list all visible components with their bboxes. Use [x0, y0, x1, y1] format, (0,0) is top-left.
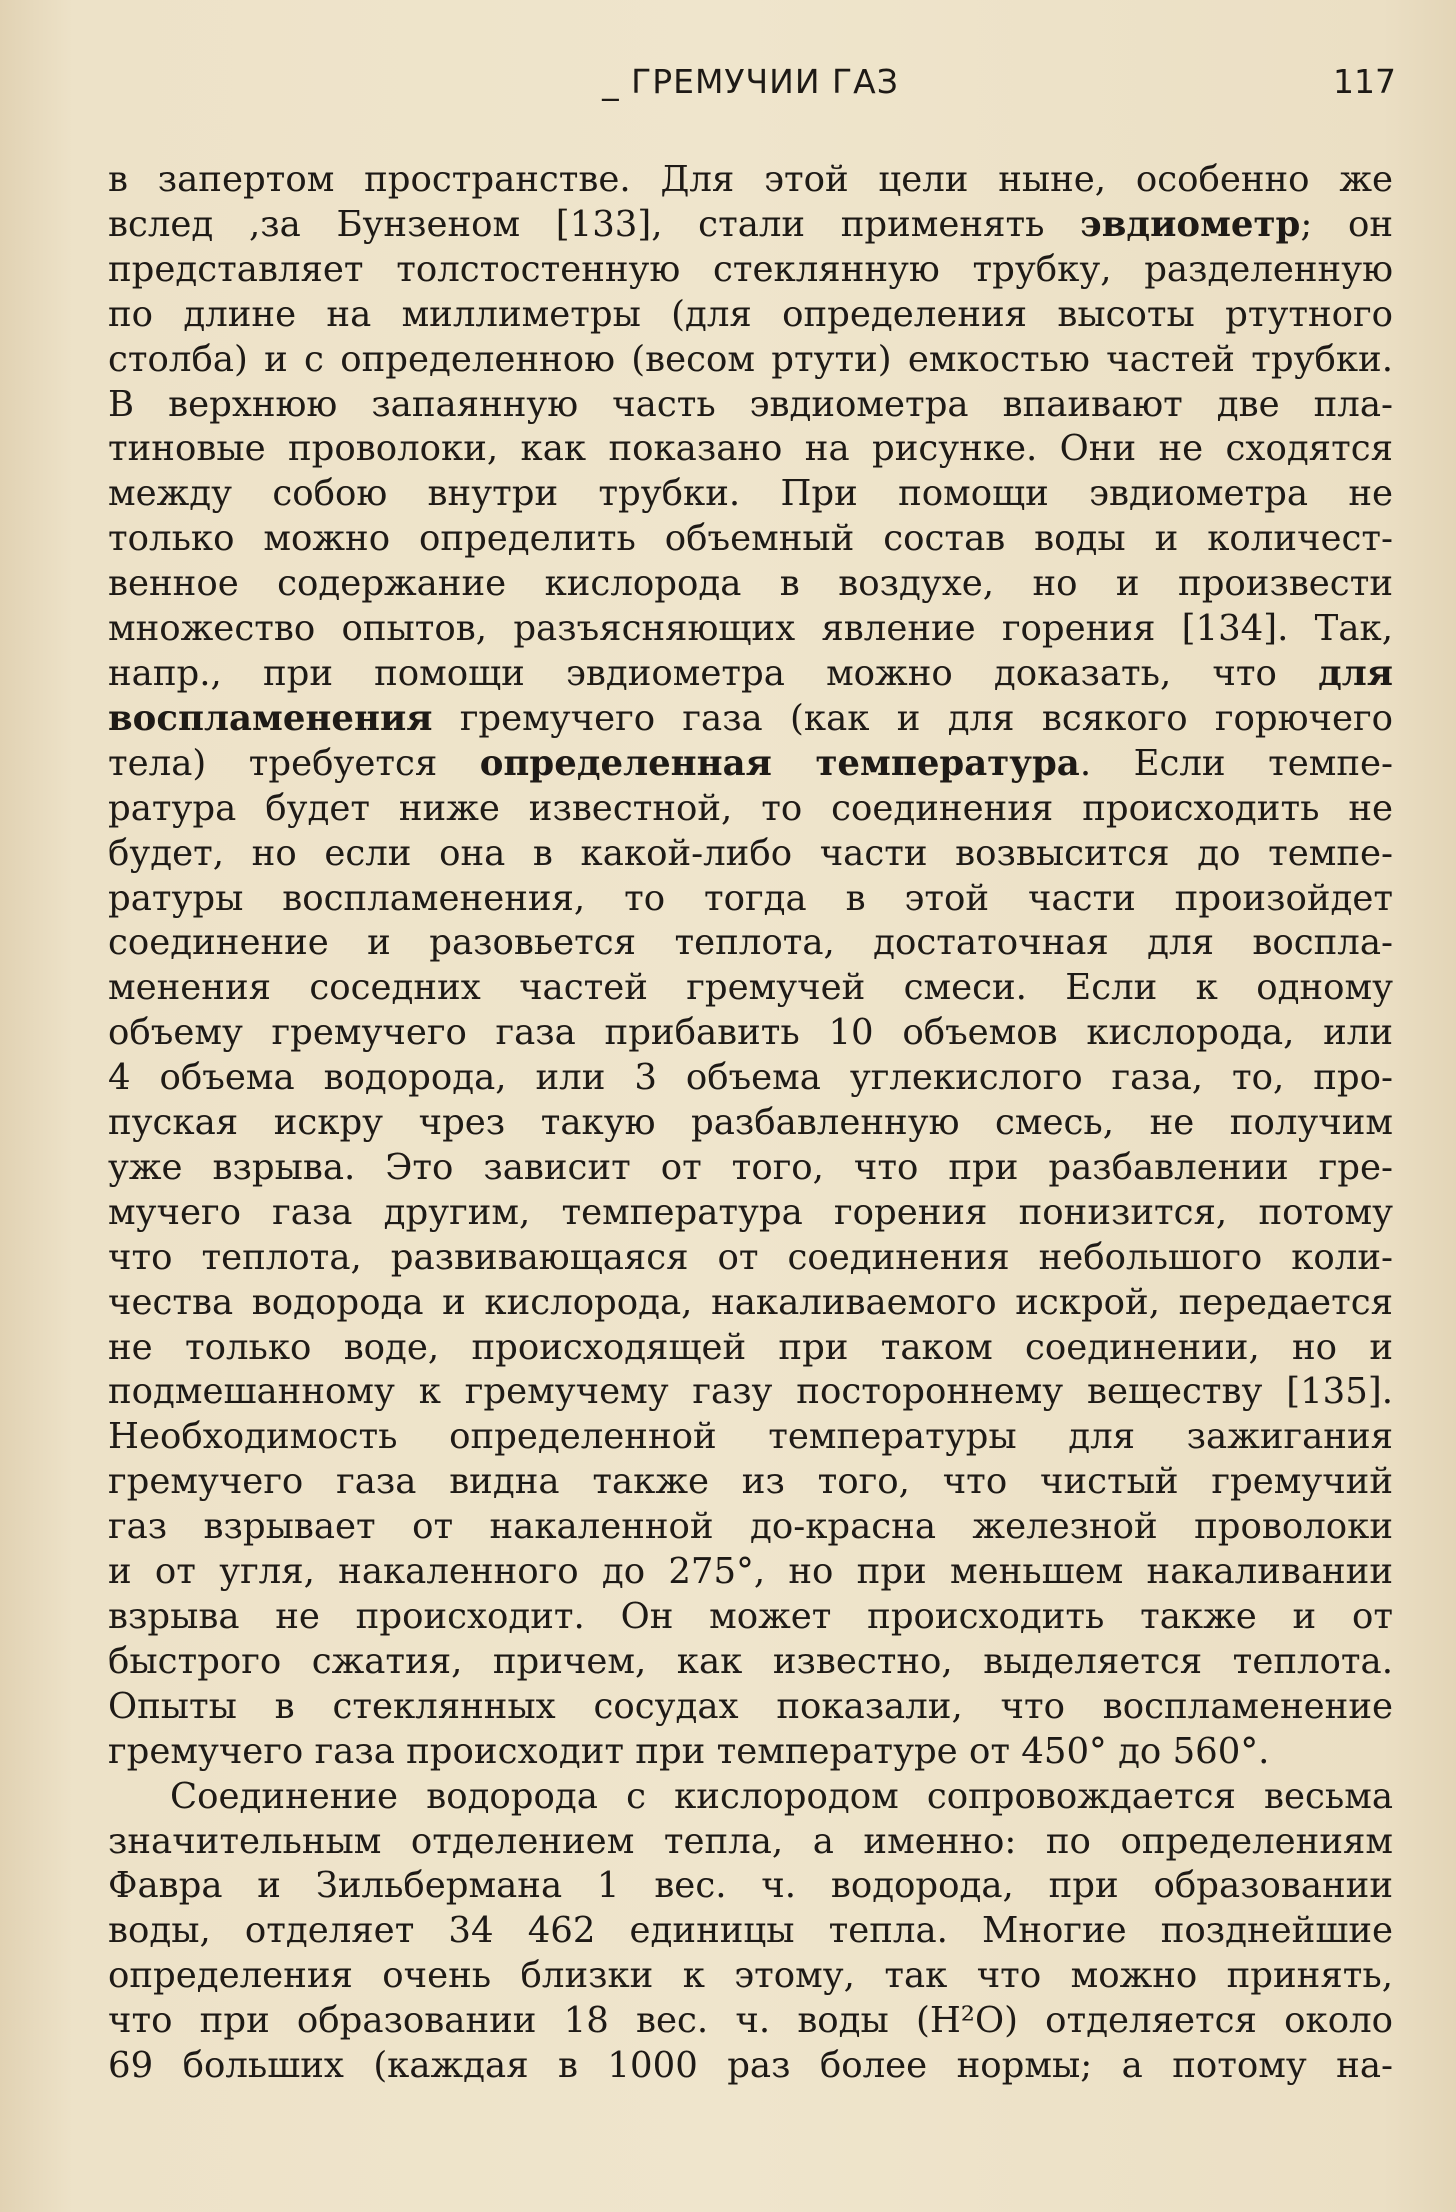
- text-line: ратуры воспламенения, то тогда в этой части произойдет: [108, 877, 1393, 919]
- running-title: _ ГРЕМУЧИИ ГАЗ: [602, 62, 899, 101]
- text-line: в запертом пространстве. Для этой цели ныне, особенно же: [108, 159, 1393, 200]
- text-line: Необходимость определенной температуры для зажигания: [108, 1416, 1393, 1458]
- text-line: тиновые проволоки, как показано на рисунке. Они не сходятся: [108, 428, 1393, 470]
- text-line: подмешанному к гремучему газу постороннему веществу [135].: [108, 1371, 1393, 1413]
- text-line: пуская искру чрез такую разбавленную смесь, не получим: [108, 1102, 1393, 1144]
- text-line: 4 объема водорода, или 3 объема углекислого газа, то, про-: [108, 1057, 1393, 1099]
- text-line: воды, отделяет 34 462 единицы тепла. Многие позднейшие: [108, 1910, 1393, 1952]
- text-line: В верхнюю запаянную часть эвдиометра впаивают две пла-: [108, 383, 1393, 425]
- text-line: тела) требуется определенная температура. Если темпе-: [108, 742, 1394, 784]
- paragraph-2: [108, 1775, 1393, 2089]
- text-line: определения очень близки к этому, так что можно принять,: [108, 1955, 1393, 1997]
- text-line: представляет толстостенную стеклянную трубку, разделенную: [108, 248, 1393, 290]
- text-line: газ взрывает от накаленной до-красна железной проволоки: [108, 1506, 1393, 1548]
- text-line: что при образовании 18 вес. ч. воды (H²O) отделяется около: [108, 2000, 1393, 2042]
- text-line: гремучего газа происходит при температуре от 450° до 560°.: [108, 1730, 1270, 1772]
- text-line: воспламенения гремучего газа (как и для всякого горючего: [108, 697, 1393, 739]
- text-line: Соединение водорода с кислородом сопровождается весьма: [170, 1775, 1393, 1817]
- text-line: между собою внутри трубки. При помощи эвдиометра не: [108, 473, 1393, 515]
- text-line: менения соседних частей гремучей смеси. Если к одному: [108, 967, 1393, 1009]
- text-line: быстрого сжатия, причем, как известно, выделяется теплота.: [108, 1640, 1393, 1682]
- paragraph-1: [108, 158, 1393, 1775]
- text-line: будет, но если она в какой-либо части возвысится до темпе-: [108, 832, 1393, 874]
- text-line: вслед ,за Бунзеном [133], стали применять эвдиометр; он: [108, 203, 1393, 245]
- text-line: столба) и с определенною (весом ртути) емкостью частей трубки.: [108, 338, 1393, 380]
- body-text: [108, 158, 1393, 2089]
- text-line: что теплота, развивающаяся от соединения небольшого коли-: [108, 1236, 1393, 1278]
- text-line: множество опытов, разъясняющих явление горения [134]. Так,: [108, 608, 1393, 650]
- page-number: 117: [1333, 62, 1396, 101]
- text-line: мучего газа другим, температура горения понизится, потому: [108, 1191, 1393, 1233]
- text-line: гремучего газа видна также из того, что чистый гремучий: [108, 1461, 1393, 1503]
- text-line: Фавра и Зильбермана 1 вес. ч. водорода, при образовании: [108, 1865, 1393, 1907]
- text-line: ратура будет ниже известной, то соединения происходить не: [108, 787, 1393, 829]
- text-line: только можно определить объемный состав воды и количест-: [108, 518, 1393, 560]
- text-line: объему гремучего газа прибавить 10 объемов кислорода, или: [108, 1012, 1393, 1054]
- text-line: значительным отделением тепла, а именно: по определениям: [108, 1820, 1393, 1862]
- text-line: венное содержание кислорода в воздухе, но и произвести: [108, 563, 1393, 605]
- text-line: уже взрыва. Это зависит от того, что при разбавлении гре-: [108, 1146, 1393, 1188]
- text-line: 69 больших (каждая в 1000 раз более нормы; а потому на-: [108, 2045, 1393, 2087]
- text-line: и от угля, накаленного до 275°, но при меньшем накаливании: [108, 1551, 1393, 1593]
- text-line: не только воде, происходящей при таком соединении, но и: [108, 1326, 1393, 1368]
- text-line: соединение и разовьется теплота, достаточная для воспла-: [108, 922, 1393, 964]
- page-header: [105, 62, 1396, 112]
- text-line: по длине на миллиметры (для определения высоты ртутного: [108, 293, 1393, 335]
- text-line: Опыты в стеклянных сосудах показали, что воспламенение: [108, 1685, 1393, 1727]
- text-line: напр., при помощи эвдиометра можно доказать, что для: [108, 652, 1393, 694]
- text-line: взрыва не происходит. Он может происходить также и от: [108, 1596, 1393, 1637]
- text-line: чества водорода и кислорода, накаливаемого искрой, передается: [108, 1281, 1393, 1323]
